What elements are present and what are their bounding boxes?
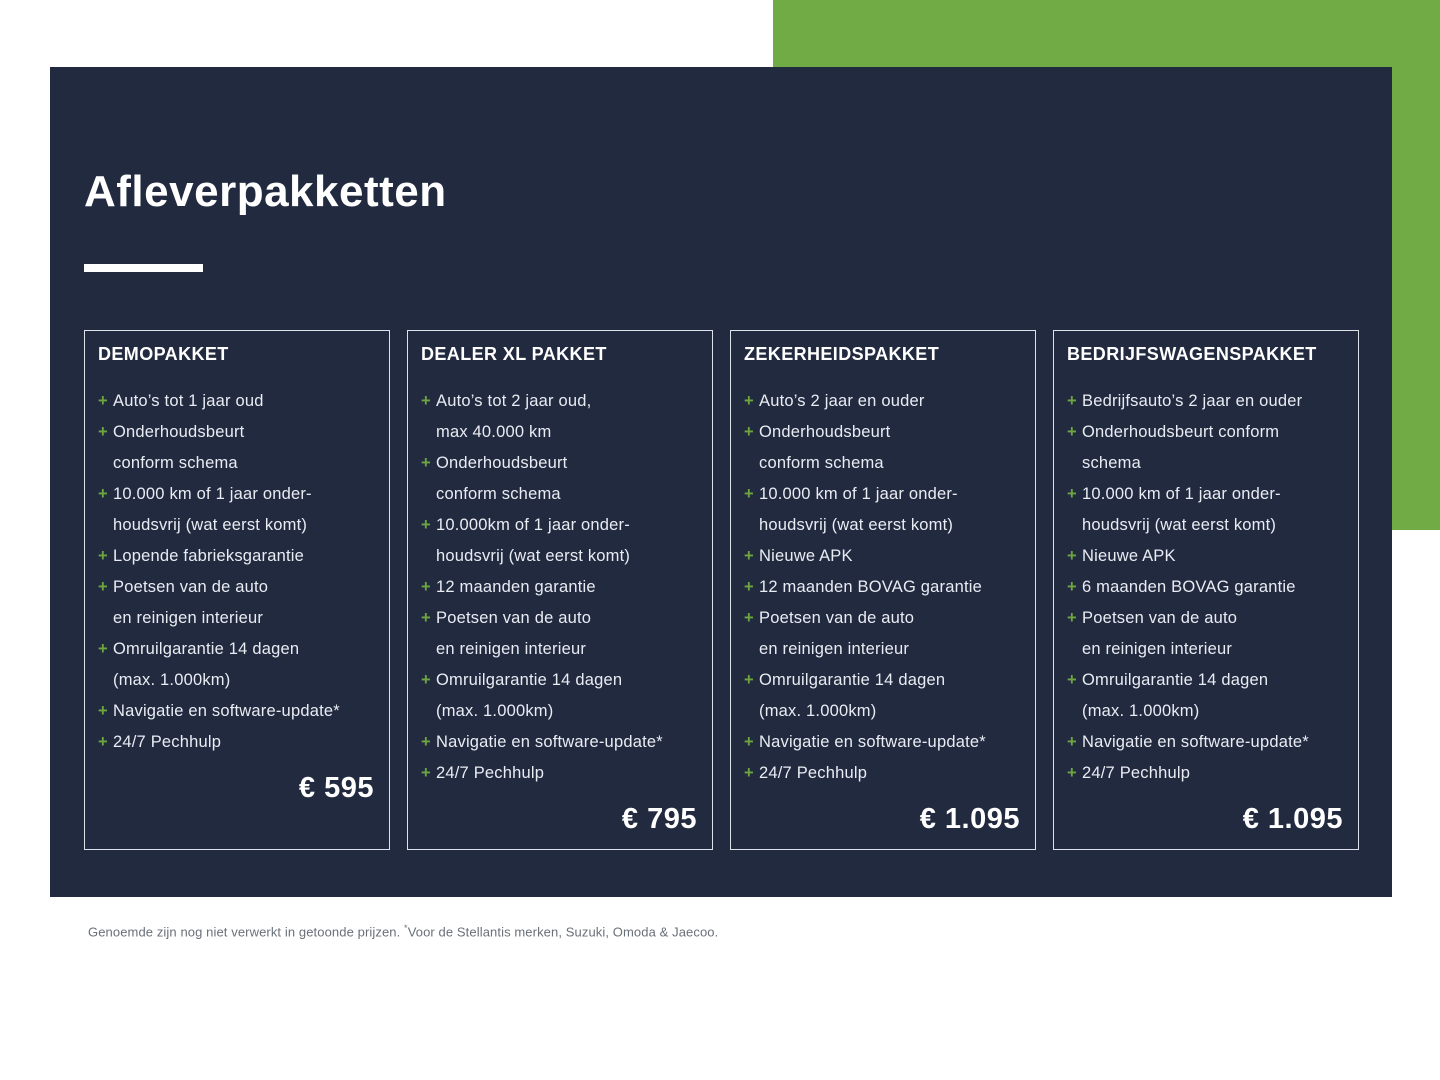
plus-icon: + — [421, 392, 431, 410]
feature-item — [744, 386, 1022, 417]
plus-icon: + — [421, 454, 431, 472]
plus-icon: + — [98, 733, 108, 751]
feature-lines — [113, 541, 376, 572]
feature-lines — [436, 448, 699, 510]
plus-icon: + — [1067, 764, 1077, 782]
feature-lines — [113, 634, 376, 696]
feature-item — [98, 541, 376, 572]
plus-icon: + — [98, 578, 108, 596]
plus-icon: + — [98, 423, 108, 441]
plus-icon: + — [421, 733, 431, 751]
feature-item — [421, 758, 699, 789]
main-panel — [50, 67, 1392, 897]
plus-icon: + — [744, 733, 754, 751]
feature-line: houdsvrij (wat eerst komt) — [436, 547, 631, 565]
feature-item — [98, 386, 376, 417]
package-card — [730, 330, 1036, 850]
feature-lines — [1082, 603, 1345, 665]
plus-icon: + — [1067, 547, 1077, 565]
feature-line: max 40.000 km — [436, 423, 552, 441]
feature-lines — [113, 696, 376, 727]
package-price: € 795 — [621, 803, 697, 835]
feature-line: houdsvrij (wat eerst komt) — [113, 516, 308, 534]
feature-item — [744, 603, 1022, 665]
feature-lines — [759, 479, 1022, 541]
feature-line: Navigatie en software-update* — [759, 733, 986, 751]
feature-line: Nieuwe APK — [1082, 547, 1176, 565]
feature-lines — [1082, 727, 1345, 758]
plus-icon: + — [421, 516, 431, 534]
feature-lines — [759, 665, 1022, 727]
plus-icon: + — [1067, 423, 1077, 441]
feature-item — [421, 665, 699, 727]
feature-line: 10.000 km of 1 jaar onder- — [1082, 485, 1281, 503]
feature-item — [421, 448, 699, 510]
feature-lines — [759, 541, 1022, 572]
feature-line: Omruilgarantie 14 dagen — [436, 671, 623, 689]
feature-item — [421, 386, 699, 448]
feature-item — [1067, 541, 1345, 572]
plus-icon: + — [744, 485, 754, 503]
feature-lines — [436, 572, 699, 603]
package-price: € 1.095 — [1242, 803, 1343, 835]
feature-item — [744, 727, 1022, 758]
feature-list — [421, 386, 699, 789]
feature-item — [421, 510, 699, 572]
feature-line: 24/7 Pechhulp — [759, 764, 868, 782]
feature-lines — [436, 386, 699, 448]
feature-item — [1067, 417, 1345, 479]
package-title: BEDRIJFSWAGENSPAKKET — [1067, 344, 1317, 364]
feature-line: (max. 1.000km) — [436, 702, 554, 720]
feature-lines — [113, 727, 376, 758]
plus-icon: + — [421, 609, 431, 627]
feature-line: 12 maanden BOVAG garantie — [759, 578, 982, 596]
feature-line: schema — [1082, 454, 1141, 472]
feature-item — [744, 758, 1022, 789]
plus-icon: + — [98, 547, 108, 565]
feature-lines — [436, 727, 699, 758]
feature-lines — [759, 727, 1022, 758]
feature-line: 6 maanden BOVAG garantie — [1082, 578, 1296, 596]
feature-item — [1067, 603, 1345, 665]
package-card — [1053, 330, 1359, 850]
feature-item — [1067, 572, 1345, 603]
plus-icon: + — [744, 392, 754, 410]
feature-line: conform schema — [113, 454, 238, 472]
feature-line: Poetsen van de auto — [436, 609, 592, 627]
feature-lines — [436, 603, 699, 665]
plus-icon: + — [744, 423, 754, 441]
feature-line: Omruilgarantie 14 dagen — [759, 671, 946, 689]
feature-line: Bedrijfsauto’s 2 jaar en ouder — [1082, 392, 1303, 410]
feature-item — [744, 479, 1022, 541]
feature-line: Omruilgarantie 14 dagen — [113, 640, 300, 658]
feature-line: Auto’s tot 1 jaar oud — [113, 392, 264, 410]
plus-icon: + — [98, 702, 108, 720]
feature-line: en reinigen interieur — [759, 640, 910, 658]
feature-line: Poetsen van de auto — [1082, 609, 1238, 627]
feature-line: Navigatie en software-update* — [1082, 733, 1309, 751]
feature-lines — [1082, 479, 1345, 541]
plus-icon: + — [744, 547, 754, 565]
plus-icon: + — [1067, 733, 1077, 751]
feature-lines — [113, 572, 376, 634]
package-cards-row — [84, 330, 1359, 850]
feature-lines — [1082, 417, 1345, 479]
feature-lines — [436, 510, 699, 572]
footnote-text: Genoemde zijn nog niet verwerkt in getoonde prijzen. — [88, 924, 405, 940]
feature-line: Auto’s tot 2 jaar oud, — [436, 392, 592, 410]
title-underline — [84, 264, 203, 272]
plus-icon: + — [744, 671, 754, 689]
feature-line: 10.000km of 1 jaar onder- — [436, 516, 630, 534]
feature-line: en reinigen interieur — [1082, 640, 1233, 658]
feature-lines — [759, 417, 1022, 479]
plus-icon: + — [1067, 485, 1077, 503]
plus-icon: + — [744, 609, 754, 627]
feature-lines — [436, 758, 699, 789]
feature-line: Onderhoudsbeurt — [113, 423, 245, 441]
feature-item — [744, 541, 1022, 572]
footnote-text-after-asterisk: Voor de Stellantis merken, Suzuki, Omoda & Jaecoo. — [407, 924, 719, 940]
plus-icon: + — [1067, 609, 1077, 627]
feature-line: 10.000 km of 1 jaar onder- — [759, 485, 958, 503]
feature-item — [1067, 758, 1345, 789]
feature-item — [421, 572, 699, 603]
plus-icon: + — [421, 578, 431, 596]
feature-line: Navigatie en software-update* — [436, 733, 663, 751]
feature-item — [744, 665, 1022, 727]
feature-item — [98, 479, 376, 541]
feature-line: Navigatie en software-update* — [113, 702, 340, 720]
feature-line: Poetsen van de auto — [113, 578, 269, 596]
feature-lines — [759, 386, 1022, 417]
page-title: Afleverpakketten — [84, 167, 447, 216]
feature-item — [1067, 479, 1345, 541]
feature-lines — [1082, 541, 1345, 572]
feature-item — [1067, 727, 1345, 758]
feature-lines — [1082, 758, 1345, 789]
feature-line: conform schema — [436, 485, 561, 503]
feature-item — [744, 572, 1022, 603]
feature-item — [1067, 386, 1345, 417]
feature-line: en reinigen interieur — [113, 609, 264, 627]
feature-line: (max. 1.000km) — [1082, 702, 1200, 720]
feature-item — [1067, 665, 1345, 727]
feature-list — [98, 386, 376, 758]
plus-icon: + — [421, 764, 431, 782]
feature-line: Lopende fabrieksgarantie — [113, 547, 305, 565]
feature-list — [1067, 386, 1345, 789]
feature-item — [98, 696, 376, 727]
feature-lines — [1082, 572, 1345, 603]
feature-line: 24/7 Pechhulp — [1082, 764, 1191, 782]
feature-line: en reinigen interieur — [436, 640, 587, 658]
feature-line: Onderhoudsbeurt — [759, 423, 891, 441]
feature-lines — [759, 572, 1022, 603]
feature-line: Onderhoudsbeurt conform — [1082, 423, 1280, 441]
feature-lines — [759, 758, 1022, 789]
package-price: € 1.095 — [919, 803, 1020, 835]
feature-line: (max. 1.000km) — [759, 702, 877, 720]
feature-lines — [759, 603, 1022, 665]
feature-line: Nieuwe APK — [759, 547, 853, 565]
plus-icon: + — [744, 578, 754, 596]
package-card — [84, 330, 390, 850]
feature-line: (max. 1.000km) — [113, 671, 231, 689]
feature-line: houdsvrij (wat eerst komt) — [1082, 516, 1277, 534]
footnote-asterisk: * — [404, 923, 408, 933]
feature-line: 24/7 Pechhulp — [113, 733, 222, 751]
feature-lines — [113, 386, 376, 417]
feature-line: Poetsen van de auto — [759, 609, 915, 627]
feature-list — [744, 386, 1022, 789]
plus-icon: + — [421, 671, 431, 689]
feature-line: 10.000 km of 1 jaar onder- — [113, 485, 312, 503]
feature-item — [98, 417, 376, 479]
feature-line: 12 maanden garantie — [436, 578, 596, 596]
plus-icon: + — [98, 392, 108, 410]
plus-icon: + — [744, 764, 754, 782]
feature-item — [421, 603, 699, 665]
feature-lines — [113, 479, 376, 541]
feature-lines — [1082, 665, 1345, 727]
feature-item — [421, 727, 699, 758]
plus-icon: + — [98, 640, 108, 658]
feature-item — [744, 417, 1022, 479]
feature-lines — [113, 417, 376, 479]
package-title: ZEKERHEIDSPAKKET — [744, 344, 940, 364]
feature-line: conform schema — [759, 454, 884, 472]
feature-item — [98, 572, 376, 634]
plus-icon: + — [1067, 392, 1077, 410]
package-title: DEMOPAKKET — [98, 344, 229, 364]
plus-icon: + — [98, 485, 108, 503]
package-price: € 595 — [298, 772, 374, 804]
plus-icon: + — [1067, 671, 1077, 689]
feature-line: Omruilgarantie 14 dagen — [1082, 671, 1269, 689]
plus-icon: + — [1067, 578, 1077, 596]
feature-lines — [1082, 386, 1345, 417]
feature-item — [98, 634, 376, 696]
package-card — [407, 330, 713, 850]
package-title: DEALER XL PAKKET — [421, 344, 607, 364]
feature-lines — [436, 665, 699, 727]
footnote — [88, 923, 718, 939]
feature-line: 24/7 Pechhulp — [436, 764, 545, 782]
feature-line: Onderhoudsbeurt — [436, 454, 568, 472]
feature-line: Auto’s 2 jaar en ouder — [759, 392, 925, 410]
feature-item — [98, 727, 376, 758]
feature-line: houdsvrij (wat eerst komt) — [759, 516, 954, 534]
